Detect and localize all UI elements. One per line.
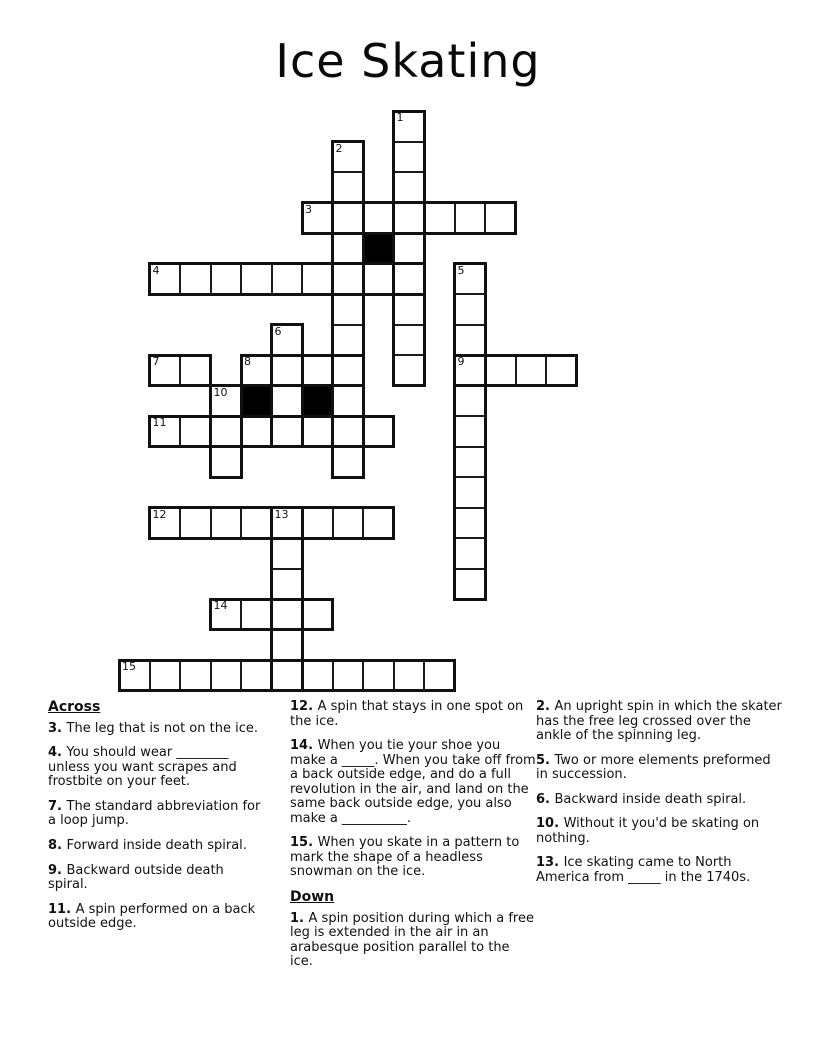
grid-cell bbox=[240, 598, 273, 631]
grid-cell bbox=[332, 415, 365, 448]
grid-cell bbox=[332, 293, 365, 326]
grid-cell bbox=[271, 415, 304, 448]
grid-cell bbox=[179, 354, 212, 387]
clue-item-5 bbox=[536, 754, 782, 783]
grid-cell bbox=[332, 507, 365, 540]
grid-cell bbox=[271, 507, 304, 540]
grid-cell bbox=[393, 232, 426, 265]
clue-text: An upright spin in which the skater has the free leg crossed over the ankle of the spinning leg. bbox=[536, 699, 782, 744]
grid-cell bbox=[332, 263, 365, 296]
grid-cell bbox=[332, 324, 365, 357]
cell-number: 7 bbox=[152, 355, 160, 368]
clue-item-10 bbox=[536, 817, 782, 846]
grid-cell bbox=[271, 263, 304, 296]
grid-cell bbox=[332, 232, 365, 265]
cell-number: 10 bbox=[213, 385, 228, 399]
clue-item-14 bbox=[290, 739, 536, 826]
clue-column-1 bbox=[48, 700, 262, 942]
clue-column-3 bbox=[536, 700, 782, 895]
grid-cell bbox=[271, 659, 304, 692]
grid-cell bbox=[271, 598, 304, 631]
cell-number: 6 bbox=[274, 324, 282, 338]
clue-text: Forward inside death spiral. bbox=[66, 837, 247, 853]
clue-list-header-across: Across bbox=[48, 699, 101, 715]
grid-cell bbox=[332, 171, 365, 204]
cell-number: 1 bbox=[396, 111, 404, 124]
clue-text: Backward inside death spiral. bbox=[554, 791, 747, 807]
clue-item-4 bbox=[48, 746, 262, 790]
clue-number: 12. bbox=[290, 699, 318, 714]
clue-item-15 bbox=[290, 836, 536, 880]
grid-cell bbox=[179, 263, 212, 296]
clue-number: 6. bbox=[536, 791, 555, 807]
grid-cell bbox=[271, 324, 304, 357]
grid-cell bbox=[454, 263, 487, 296]
grid-cell bbox=[240, 659, 273, 692]
grid-cell bbox=[393, 354, 426, 387]
grid-cell bbox=[454, 537, 487, 570]
clue-number: 4. bbox=[48, 745, 67, 761]
grid-cell bbox=[240, 263, 273, 296]
grid-cell bbox=[454, 385, 487, 418]
grid-cell bbox=[301, 415, 334, 448]
grid-cell bbox=[515, 354, 548, 387]
grid-cell bbox=[210, 446, 243, 479]
grid-cell bbox=[393, 293, 426, 326]
grid-cell bbox=[454, 293, 487, 326]
grid-cell-black bbox=[362, 232, 395, 265]
grid-cell bbox=[393, 110, 426, 143]
cell-number: 15 bbox=[122, 660, 136, 673]
cell-number: 3 bbox=[305, 202, 312, 216]
grid-cell bbox=[301, 598, 334, 631]
clue-text: Ice skating came to North America from _____ in the 1740s. bbox=[536, 855, 751, 885]
clue-text: A spin position during which a free leg is extended in the air in an arabesque position parallel to the ice. bbox=[290, 910, 534, 970]
grid-cell bbox=[393, 141, 426, 174]
grid-cell bbox=[301, 354, 334, 387]
grid-cell bbox=[118, 659, 151, 692]
clue-number: 2. bbox=[536, 699, 555, 714]
grid-cell bbox=[454, 324, 487, 357]
cell-number: 11 bbox=[152, 416, 167, 429]
clue-text: Without it you'd be skating on nothing. bbox=[536, 816, 760, 846]
clue-item-7 bbox=[48, 800, 262, 829]
grid-cell bbox=[332, 446, 365, 479]
grid-cell bbox=[332, 354, 365, 387]
grid-cell bbox=[210, 507, 243, 540]
clue-list-header-down: Down bbox=[290, 889, 335, 906]
grid-cell bbox=[393, 171, 426, 204]
grid-cell bbox=[149, 659, 182, 692]
grid-cell bbox=[149, 507, 182, 540]
clue-text: The standard abbreviation for a loop jump. bbox=[48, 798, 261, 829]
clue-number: 5. bbox=[536, 752, 555, 768]
clue-number: 7. bbox=[48, 798, 67, 814]
clue-number: 3. bbox=[48, 720, 67, 736]
cell-number: 5 bbox=[457, 263, 465, 277]
grid-cell bbox=[393, 324, 426, 357]
clue-item-1 bbox=[290, 912, 536, 970]
clue-column-2 bbox=[290, 700, 536, 980]
cell-number: 2 bbox=[335, 141, 343, 155]
grid-cell bbox=[393, 659, 426, 692]
clue-item-12 bbox=[290, 700, 536, 729]
grid-cell bbox=[210, 659, 243, 692]
grid-cell bbox=[545, 354, 578, 387]
clue-item-6 bbox=[536, 793, 782, 808]
clue-text: The leg that is not on the ice. bbox=[66, 720, 258, 736]
cell-number: 4 bbox=[152, 263, 160, 277]
grid-cell bbox=[332, 659, 365, 692]
clue-item-2 bbox=[536, 700, 782, 744]
clue-number: 15. bbox=[290, 835, 318, 851]
clue-text: You should wear ________ unless you want scrapes and frostbite on your feet. bbox=[48, 745, 237, 790]
grid-cell bbox=[149, 263, 182, 296]
grid-cell bbox=[454, 568, 487, 601]
grid-cell bbox=[271, 568, 304, 601]
grid-cell bbox=[332, 202, 365, 235]
grid-cell bbox=[362, 659, 395, 692]
grid-cell bbox=[423, 202, 456, 235]
grid-cell bbox=[179, 659, 212, 692]
grid-cell bbox=[271, 354, 304, 387]
grid-cell bbox=[210, 415, 243, 448]
grid-cell bbox=[393, 202, 426, 235]
grid-cell bbox=[362, 263, 395, 296]
grid-cell bbox=[301, 507, 334, 540]
clue-text: When you tie your shoe you make a _____. When you take off from a back outside edge, and do a full revolution in the air, and land on the same back outside edge, you also make a __________. bbox=[290, 738, 536, 826]
grid-cell bbox=[454, 415, 487, 448]
puzzle-title: Ice Skating bbox=[275, 34, 541, 88]
clue-number: 11. bbox=[48, 901, 76, 917]
clue-text: Backward outside death spiral. bbox=[48, 862, 224, 893]
clue-item-13 bbox=[536, 856, 782, 885]
cell-number: 8 bbox=[244, 355, 251, 368]
grid-cell bbox=[332, 385, 365, 418]
cell-number: 9 bbox=[457, 355, 465, 368]
grid-cell bbox=[179, 507, 212, 540]
clue-text: When you skate in a pattern to mark the shape of a headless snowman on the ice. bbox=[290, 835, 520, 880]
clue-number: 13. bbox=[536, 855, 564, 871]
grid-cell-black bbox=[240, 385, 273, 418]
clue-text: A spin that stays in one spot on the ice. bbox=[290, 699, 524, 729]
clue-number: 1. bbox=[290, 910, 309, 926]
cell-number: 13 bbox=[274, 507, 289, 521]
grid-cell bbox=[393, 263, 426, 296]
grid-cell bbox=[210, 385, 243, 418]
grid-cell bbox=[454, 202, 487, 235]
grid-cell bbox=[149, 415, 182, 448]
grid-cell bbox=[210, 598, 243, 631]
clue-item-3 bbox=[48, 722, 262, 737]
grid-cell bbox=[454, 507, 487, 540]
grid-cell bbox=[362, 202, 395, 235]
grid-cell bbox=[362, 507, 395, 540]
grid-cell bbox=[301, 202, 334, 235]
clue-number: 9. bbox=[48, 862, 67, 878]
grid-cell bbox=[484, 354, 517, 387]
grid-cell bbox=[271, 537, 304, 570]
grid-cell bbox=[362, 415, 395, 448]
grid-cell bbox=[301, 263, 334, 296]
grid-cell bbox=[210, 263, 243, 296]
grid-cell bbox=[454, 354, 487, 387]
clue-item-11 bbox=[48, 903, 262, 932]
cell-number: 14 bbox=[213, 599, 228, 612]
clue-number: 14. bbox=[290, 738, 318, 754]
grid-cell bbox=[240, 354, 273, 387]
clue-item-9 bbox=[48, 864, 262, 893]
grid-cell bbox=[423, 659, 456, 692]
clue-text: A spin performed on a back outside edge. bbox=[48, 901, 256, 932]
grid-cell bbox=[240, 415, 273, 448]
grid-cell bbox=[484, 202, 517, 235]
grid-cell bbox=[179, 415, 212, 448]
grid-cell-black bbox=[301, 385, 334, 418]
grid-cell bbox=[149, 354, 182, 387]
cell-number: 12 bbox=[152, 507, 167, 521]
grid-cell bbox=[301, 659, 334, 692]
clue-item-8 bbox=[48, 839, 262, 854]
grid-cell bbox=[240, 507, 273, 540]
grid-cell bbox=[332, 141, 365, 174]
clue-number: 10. bbox=[536, 816, 564, 832]
grid-cell bbox=[271, 629, 304, 662]
grid-cell bbox=[454, 476, 487, 509]
grid-cell bbox=[271, 385, 304, 418]
grid-cell bbox=[454, 446, 487, 479]
clue-text: Two or more elements preformed in succession. bbox=[536, 752, 771, 783]
clue-number: 8. bbox=[48, 837, 67, 853]
